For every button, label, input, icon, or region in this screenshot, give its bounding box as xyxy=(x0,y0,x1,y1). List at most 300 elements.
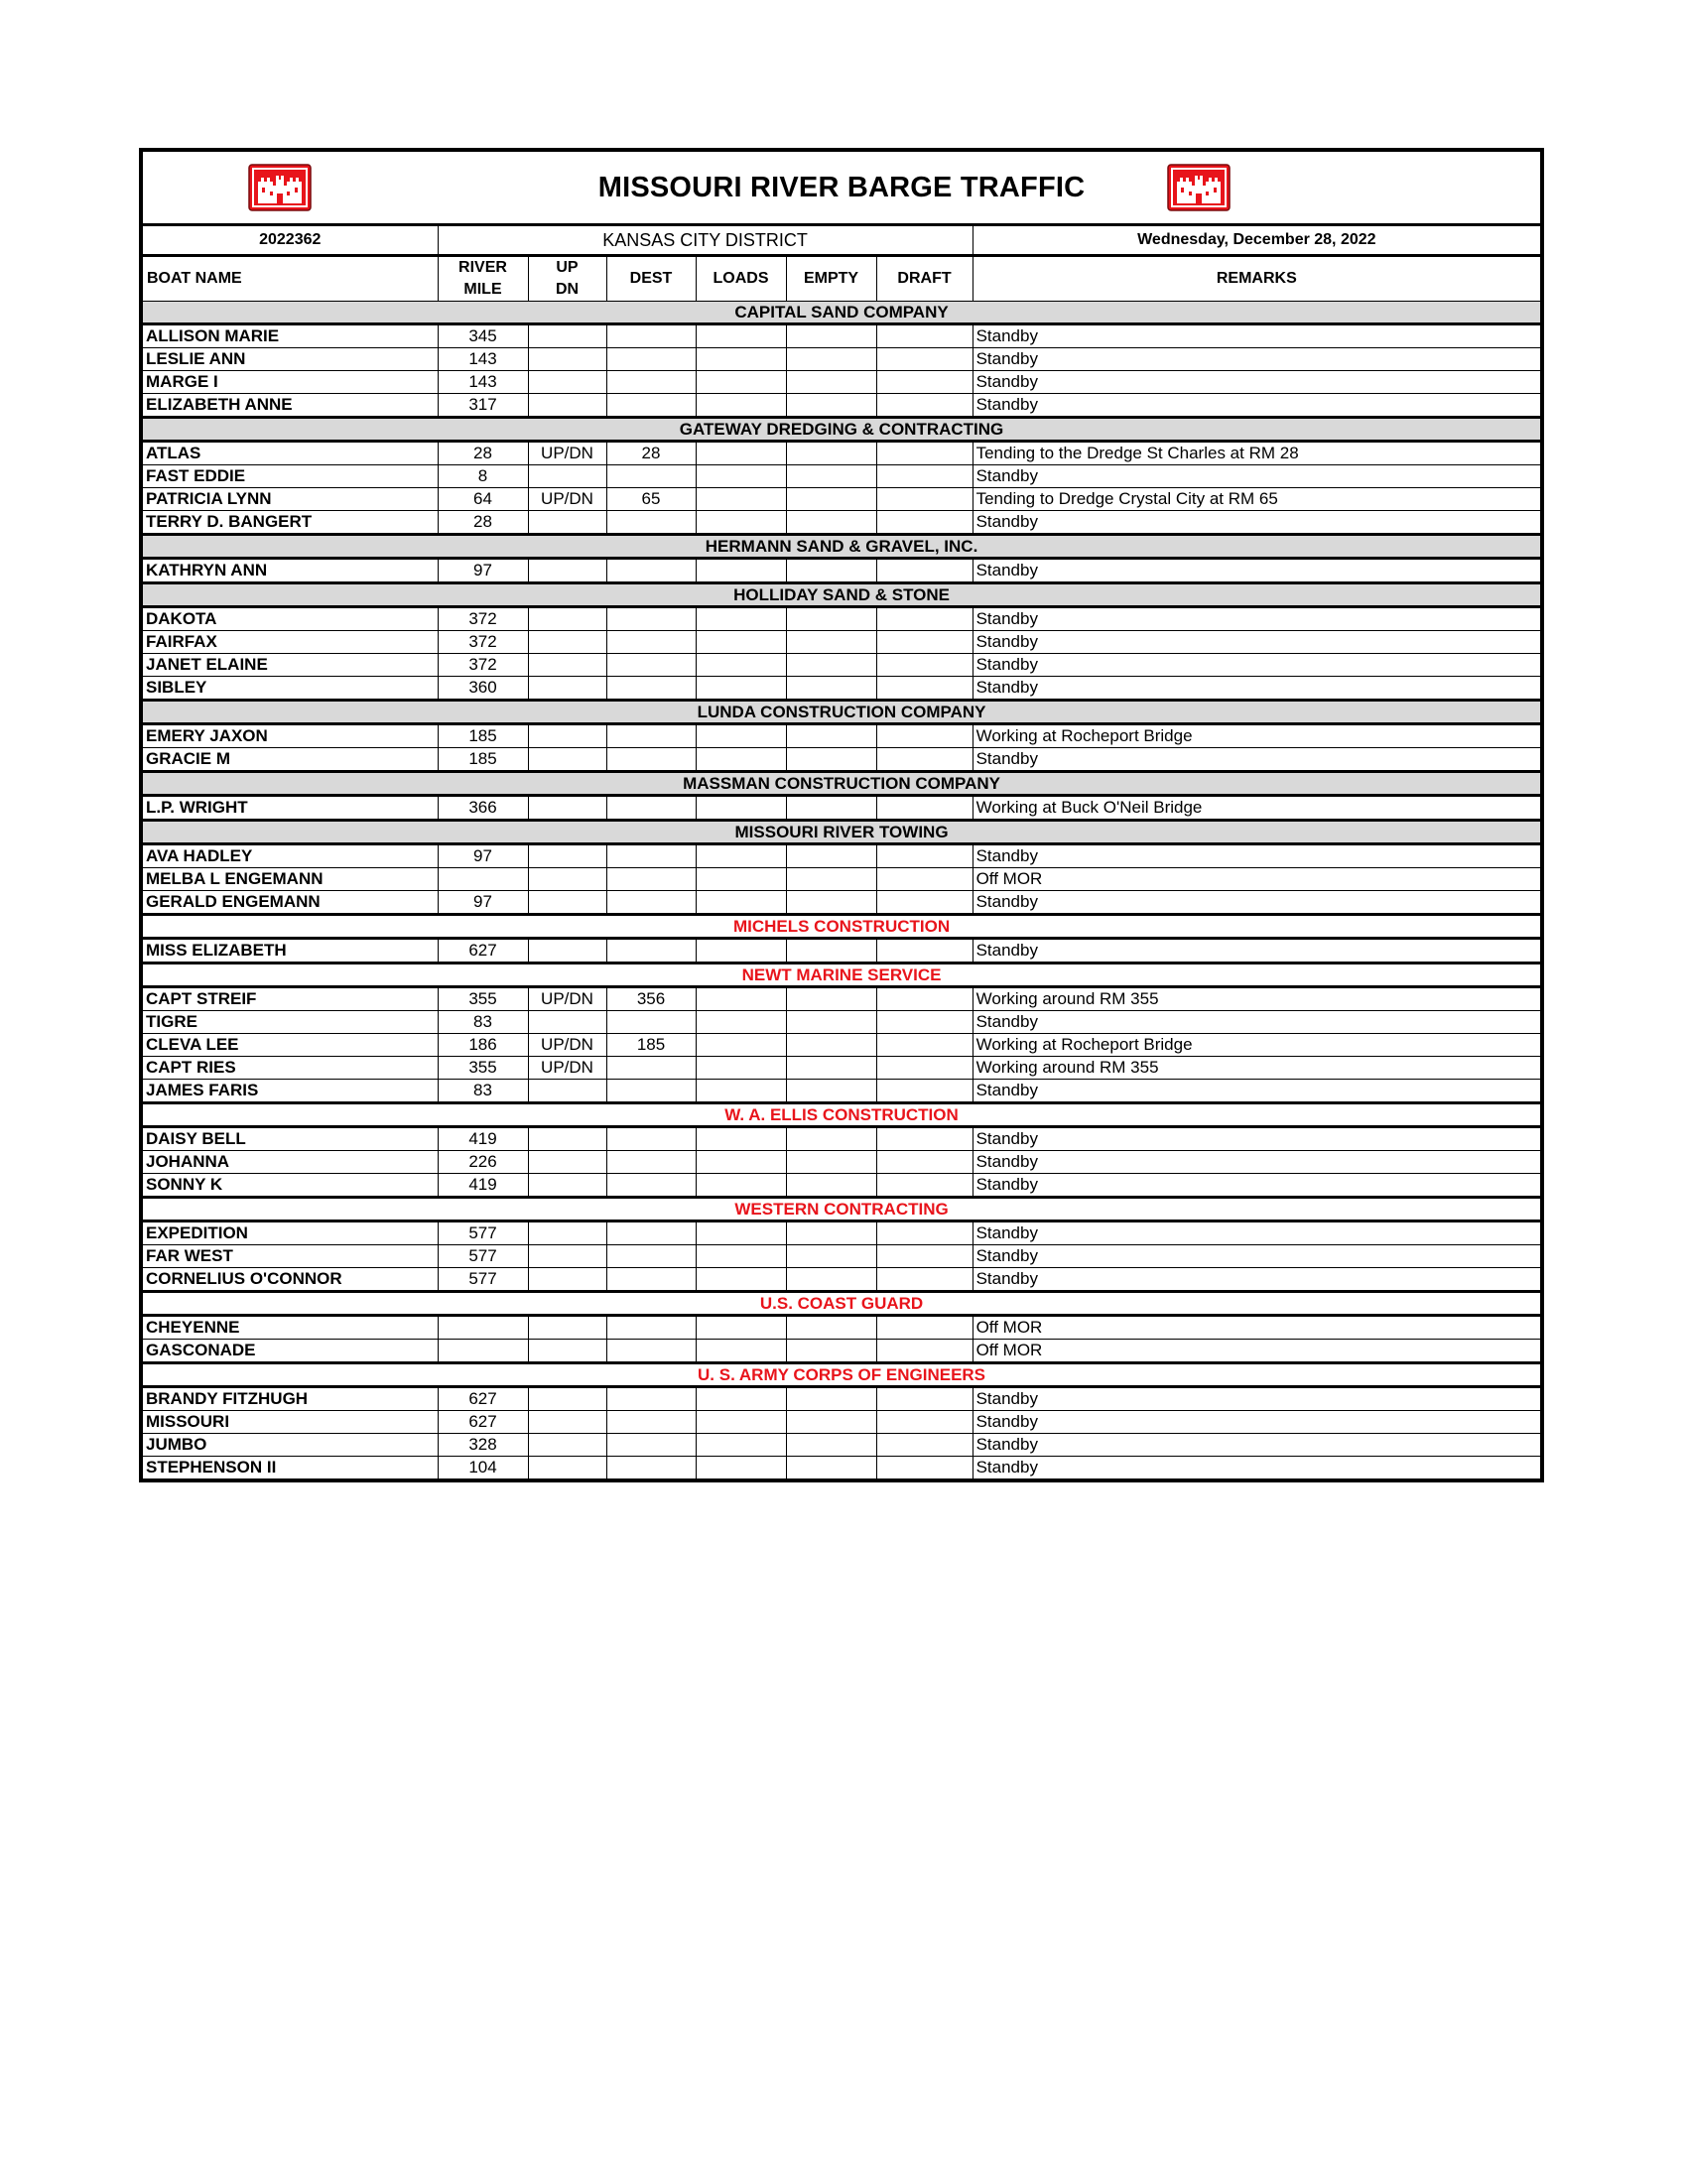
empty-cell xyxy=(786,465,876,488)
river-mile-cell: 226 xyxy=(438,1151,528,1174)
boat-name-cell: MARGE I xyxy=(143,371,438,394)
draft-cell xyxy=(876,1457,973,1479)
boat-row xyxy=(143,1127,1540,1151)
info-row xyxy=(143,226,1540,256)
draft-cell xyxy=(876,677,973,701)
loads-cell xyxy=(696,631,786,654)
remarks-cell: Standby xyxy=(973,511,1540,535)
up-dn-cell xyxy=(528,394,606,418)
draft-cell xyxy=(876,1151,973,1174)
river-mile-cell xyxy=(438,1316,528,1340)
remarks-cell: Standby xyxy=(973,748,1540,772)
loads-cell xyxy=(696,324,786,348)
up-dn-cell: UP/DN xyxy=(528,987,606,1011)
empty-cell xyxy=(786,607,876,631)
company-row xyxy=(143,821,1540,844)
boat-name-cell: MISSOURI xyxy=(143,1411,438,1434)
company-row xyxy=(143,1292,1540,1316)
river-mile-cell: 577 xyxy=(438,1268,528,1292)
column-header-row xyxy=(143,256,1540,302)
draft-cell xyxy=(876,559,973,583)
boat-name-cell: KATHRYN ANN xyxy=(143,559,438,583)
boat-row xyxy=(143,1034,1540,1057)
river-mile-cell: 97 xyxy=(438,559,528,583)
empty-cell xyxy=(786,348,876,371)
loads-cell xyxy=(696,1245,786,1268)
up-dn-cell xyxy=(528,348,606,371)
river-mile-cell: 345 xyxy=(438,324,528,348)
river-mile-cell: 83 xyxy=(438,1011,528,1034)
up-dn-cell xyxy=(528,796,606,821)
loads-cell xyxy=(696,677,786,701)
draft-cell xyxy=(876,442,973,465)
boat-name-cell: BRANDY FITZHUGH xyxy=(143,1387,438,1411)
draft-cell xyxy=(876,724,973,748)
boat-row xyxy=(143,488,1540,511)
empty-cell xyxy=(786,939,876,964)
draft-cell xyxy=(876,1057,973,1080)
boat-row xyxy=(143,796,1540,821)
dest-cell xyxy=(606,1057,696,1080)
remarks-cell: Standby xyxy=(973,559,1540,583)
empty-cell xyxy=(786,442,876,465)
company-name: LUNDA CONSTRUCTION COMPANY xyxy=(143,701,1540,724)
remarks-cell: Standby xyxy=(973,1080,1540,1103)
loads-cell xyxy=(696,987,786,1011)
boat-row xyxy=(143,677,1540,701)
draft-cell xyxy=(876,654,973,677)
boat-row xyxy=(143,394,1540,418)
up-dn-cell xyxy=(528,1434,606,1457)
boat-name-cell: GERALD ENGEMANN xyxy=(143,891,438,915)
col-up-dn-line1: UP xyxy=(556,259,579,276)
dest-cell xyxy=(606,939,696,964)
boat-name-cell: GRACIE M xyxy=(143,748,438,772)
boat-name-cell: CORNELIUS O'CONNOR xyxy=(143,1268,438,1292)
boat-name-cell: FAIRFAX xyxy=(143,631,438,654)
river-mile-cell: 185 xyxy=(438,724,528,748)
boat-row xyxy=(143,748,1540,772)
dest-cell xyxy=(606,1127,696,1151)
empty-cell xyxy=(786,1268,876,1292)
remarks-cell: Standby xyxy=(973,677,1540,701)
river-mile-cell: 186 xyxy=(438,1034,528,1057)
empty-cell xyxy=(786,1174,876,1198)
river-mile-cell: 185 xyxy=(438,748,528,772)
empty-cell xyxy=(786,488,876,511)
boat-name-cell: JUMBO xyxy=(143,1434,438,1457)
boat-row xyxy=(143,724,1540,748)
company-name: GATEWAY DREDGING & CONTRACTING xyxy=(143,418,1540,442)
company-row xyxy=(143,915,1540,939)
boat-row xyxy=(143,607,1540,631)
loads-cell xyxy=(696,1221,786,1245)
col-draft: DRAFT xyxy=(876,256,973,302)
boat-name-cell: STEPHENSON II xyxy=(143,1457,438,1479)
draft-cell xyxy=(876,891,973,915)
loads-cell xyxy=(696,488,786,511)
river-mile-cell: 97 xyxy=(438,844,528,868)
remarks-cell: Standby xyxy=(973,607,1540,631)
boat-row xyxy=(143,1268,1540,1292)
draft-cell xyxy=(876,1316,973,1340)
boat-name-cell: MISS ELIZABETH xyxy=(143,939,438,964)
dest-cell xyxy=(606,1221,696,1245)
boat-row xyxy=(143,631,1540,654)
up-dn-cell xyxy=(528,1174,606,1198)
river-mile-cell: 372 xyxy=(438,607,528,631)
boat-name-cell: AVA HADLEY xyxy=(143,844,438,868)
page-title: MISSOURI RIVER BARGE TRAFFIC xyxy=(597,172,1086,203)
empty-cell xyxy=(786,1151,876,1174)
boat-row xyxy=(143,844,1540,868)
draft-cell xyxy=(876,1011,973,1034)
boat-name-cell: TERRY D. BANGERT xyxy=(143,511,438,535)
remarks-cell: Standby xyxy=(973,891,1540,915)
empty-cell xyxy=(786,654,876,677)
draft-cell xyxy=(876,1411,973,1434)
loads-cell xyxy=(696,891,786,915)
river-mile-cell: 360 xyxy=(438,677,528,701)
empty-cell xyxy=(786,724,876,748)
boat-name-cell: PATRICIA LYNN xyxy=(143,488,438,511)
draft-cell xyxy=(876,868,973,891)
draft-cell xyxy=(876,631,973,654)
boat-row xyxy=(143,1434,1540,1457)
remarks-cell: Off MOR xyxy=(973,1340,1540,1363)
empty-cell xyxy=(786,748,876,772)
remarks-cell: Standby xyxy=(973,1268,1540,1292)
company-row xyxy=(143,535,1540,559)
loads-cell xyxy=(696,1434,786,1457)
remarks-cell: Standby xyxy=(973,1127,1540,1151)
loads-cell xyxy=(696,1387,786,1411)
dest-cell xyxy=(606,1411,696,1434)
loads-cell xyxy=(696,1011,786,1034)
empty-cell xyxy=(786,891,876,915)
up-dn-cell: UP/DN xyxy=(528,1034,606,1057)
col-empty: EMPTY xyxy=(786,256,876,302)
up-dn-cell xyxy=(528,939,606,964)
col-up-dn xyxy=(528,256,606,302)
up-dn-cell xyxy=(528,1457,606,1479)
river-mile-cell: 355 xyxy=(438,1057,528,1080)
boat-row xyxy=(143,1411,1540,1434)
loads-cell xyxy=(696,796,786,821)
dest-cell: 185 xyxy=(606,1034,696,1057)
remarks-cell: Standby xyxy=(973,1151,1540,1174)
draft-cell xyxy=(876,348,973,371)
barge-traffic-sheet xyxy=(139,148,1544,1482)
remarks-cell: Standby xyxy=(973,1411,1540,1434)
remarks-cell: Off MOR xyxy=(973,1316,1540,1340)
loads-cell xyxy=(696,1034,786,1057)
empty-cell xyxy=(786,1340,876,1363)
empty-cell xyxy=(786,324,876,348)
river-mile-cell: 97 xyxy=(438,891,528,915)
dest-cell xyxy=(606,844,696,868)
loads-cell xyxy=(696,1268,786,1292)
river-mile-cell: 372 xyxy=(438,654,528,677)
company-name: W. A. ELLIS CONSTRUCTION xyxy=(143,1103,1540,1127)
empty-cell xyxy=(786,1221,876,1245)
up-dn-cell xyxy=(528,631,606,654)
company-name: HOLLIDAY SAND & STONE xyxy=(143,583,1540,607)
remarks-cell: Standby xyxy=(973,1245,1540,1268)
dest-cell xyxy=(606,1387,696,1411)
dest-cell xyxy=(606,394,696,418)
boat-row xyxy=(143,1245,1540,1268)
loads-cell xyxy=(696,442,786,465)
empty-cell xyxy=(786,1434,876,1457)
col-up-dn-line2: DN xyxy=(555,281,580,298)
boat-name-cell: ATLAS xyxy=(143,442,438,465)
boat-row xyxy=(143,1174,1540,1198)
company-row xyxy=(143,701,1540,724)
up-dn-cell xyxy=(528,1080,606,1103)
dest-cell xyxy=(606,748,696,772)
company-row xyxy=(143,583,1540,607)
loads-cell xyxy=(696,1457,786,1479)
river-mile-cell: 419 xyxy=(438,1127,528,1151)
river-mile-cell xyxy=(438,1340,528,1363)
boat-row xyxy=(143,1340,1540,1363)
river-mile-cell: 143 xyxy=(438,348,528,371)
boat-row xyxy=(143,1080,1540,1103)
empty-cell xyxy=(786,1316,876,1340)
company-name: U. S. ARMY CORPS OF ENGINEERS xyxy=(143,1363,1540,1387)
up-dn-cell xyxy=(528,868,606,891)
remarks-cell: Tending to the Dredge St Charles at RM 28 xyxy=(973,442,1540,465)
empty-cell xyxy=(786,868,876,891)
dest-cell xyxy=(606,511,696,535)
draft-cell xyxy=(876,465,973,488)
remarks-cell: Standby xyxy=(973,324,1540,348)
draft-cell xyxy=(876,796,973,821)
river-mile-cell: 419 xyxy=(438,1174,528,1198)
draft-cell xyxy=(876,511,973,535)
boat-row xyxy=(143,348,1540,371)
boat-row xyxy=(143,1011,1540,1034)
dest-cell xyxy=(606,1340,696,1363)
company-row xyxy=(143,1198,1540,1221)
boat-name-cell: FAR WEST xyxy=(143,1245,438,1268)
remarks-cell: Standby xyxy=(973,371,1540,394)
boat-name-cell: JANET ELAINE xyxy=(143,654,438,677)
up-dn-cell xyxy=(528,724,606,748)
dest-cell xyxy=(606,1245,696,1268)
boat-row xyxy=(143,1457,1540,1479)
dest-cell xyxy=(606,891,696,915)
remarks-cell: Standby xyxy=(973,654,1540,677)
dest-cell xyxy=(606,1316,696,1340)
boat-name-cell: CAPT STREIF xyxy=(143,987,438,1011)
boat-row xyxy=(143,1387,1540,1411)
river-mile-cell: 28 xyxy=(438,442,528,465)
remarks-cell: Working at Buck O'Neil Bridge xyxy=(973,796,1540,821)
loads-cell xyxy=(696,1316,786,1340)
remarks-cell: Standby xyxy=(973,465,1540,488)
draft-cell xyxy=(876,1340,973,1363)
draft-cell xyxy=(876,987,973,1011)
up-dn-cell xyxy=(528,677,606,701)
draft-cell xyxy=(876,394,973,418)
loads-cell xyxy=(696,1080,786,1103)
dest-cell xyxy=(606,1434,696,1457)
river-mile-cell: 366 xyxy=(438,796,528,821)
dest-cell xyxy=(606,324,696,348)
dest-cell xyxy=(606,607,696,631)
dest-cell xyxy=(606,1080,696,1103)
boat-name-cell: CHEYENNE xyxy=(143,1316,438,1340)
loads-cell xyxy=(696,348,786,371)
river-mile-cell: 143 xyxy=(438,371,528,394)
empty-cell xyxy=(786,1411,876,1434)
draft-cell xyxy=(876,1080,973,1103)
loads-cell xyxy=(696,1151,786,1174)
draft-cell xyxy=(876,1221,973,1245)
remarks-cell: Working at Rocheport Bridge xyxy=(973,1034,1540,1057)
col-loads: LOADS xyxy=(696,256,786,302)
boat-name-cell: DAKOTA xyxy=(143,607,438,631)
empty-cell xyxy=(786,559,876,583)
boat-name-cell: ELIZABETH ANNE xyxy=(143,394,438,418)
boat-name-cell: JAMES FARIS xyxy=(143,1080,438,1103)
river-mile-cell: 28 xyxy=(438,511,528,535)
remarks-cell: Standby xyxy=(973,844,1540,868)
up-dn-cell xyxy=(528,511,606,535)
river-mile-cell: 577 xyxy=(438,1245,528,1268)
river-mile-cell: 64 xyxy=(438,488,528,511)
dest-cell xyxy=(606,1174,696,1198)
loads-cell xyxy=(696,1411,786,1434)
company-name: MASSMAN CONSTRUCTION COMPANY xyxy=(143,772,1540,796)
boat-row xyxy=(143,1151,1540,1174)
company-row xyxy=(143,1363,1540,1387)
empty-cell xyxy=(786,987,876,1011)
river-mile-cell: 317 xyxy=(438,394,528,418)
up-dn-cell xyxy=(528,1151,606,1174)
empty-cell xyxy=(786,1457,876,1479)
company-name: U.S. COAST GUARD xyxy=(143,1292,1540,1316)
boat-row xyxy=(143,442,1540,465)
boat-row xyxy=(143,371,1540,394)
up-dn-cell xyxy=(528,1011,606,1034)
loads-cell xyxy=(696,1057,786,1080)
dest-cell xyxy=(606,1151,696,1174)
river-mile-cell: 328 xyxy=(438,1434,528,1457)
col-dest: DEST xyxy=(606,256,696,302)
loads-cell xyxy=(696,511,786,535)
draft-cell xyxy=(876,607,973,631)
dest-cell xyxy=(606,1011,696,1034)
draft-cell xyxy=(876,844,973,868)
dest-cell xyxy=(606,559,696,583)
draft-cell xyxy=(876,1268,973,1292)
river-mile-cell: 627 xyxy=(438,939,528,964)
up-dn-cell xyxy=(528,371,606,394)
remarks-cell: Working around RM 355 xyxy=(973,987,1540,1011)
up-dn-cell xyxy=(528,465,606,488)
river-mile-cell: 8 xyxy=(438,465,528,488)
company-row xyxy=(143,418,1540,442)
boat-name-cell: JOHANNA xyxy=(143,1151,438,1174)
empty-cell xyxy=(786,1011,876,1034)
empty-cell xyxy=(786,1034,876,1057)
river-mile-cell: 104 xyxy=(438,1457,528,1479)
boat-row xyxy=(143,465,1540,488)
boat-name-cell: MELBA L ENGEMANN xyxy=(143,868,438,891)
up-dn-cell xyxy=(528,844,606,868)
empty-cell xyxy=(786,844,876,868)
boat-row xyxy=(143,1057,1540,1080)
boat-name-cell: FAST EDDIE xyxy=(143,465,438,488)
company-row xyxy=(143,772,1540,796)
boat-name-cell: ALLISON MARIE xyxy=(143,324,438,348)
draft-cell xyxy=(876,748,973,772)
loads-cell xyxy=(696,748,786,772)
dest-cell: 65 xyxy=(606,488,696,511)
up-dn-cell: UP/DN xyxy=(528,488,606,511)
up-dn-cell xyxy=(528,1316,606,1340)
company-row xyxy=(143,964,1540,987)
draft-cell xyxy=(876,1245,973,1268)
empty-cell xyxy=(786,371,876,394)
empty-cell xyxy=(786,511,876,535)
river-mile-cell: 372 xyxy=(438,631,528,654)
dest-cell xyxy=(606,1457,696,1479)
remarks-cell: Standby xyxy=(973,394,1540,418)
boat-name-cell: DAISY BELL xyxy=(143,1127,438,1151)
dest-cell xyxy=(606,654,696,677)
draft-cell xyxy=(876,939,973,964)
river-mile-cell: 83 xyxy=(438,1080,528,1103)
report-date: Wednesday, December 28, 2022 xyxy=(973,226,1540,256)
empty-cell xyxy=(786,677,876,701)
empty-cell xyxy=(786,796,876,821)
boat-name-cell: CAPT RIES xyxy=(143,1057,438,1080)
up-dn-cell xyxy=(528,654,606,677)
remarks-cell: Standby xyxy=(973,1011,1540,1034)
loads-cell xyxy=(696,1174,786,1198)
loads-cell xyxy=(696,724,786,748)
boat-row xyxy=(143,939,1540,964)
loads-cell xyxy=(696,844,786,868)
remarks-cell: Working at Rocheport Bridge xyxy=(973,724,1540,748)
boat-name-cell: LESLIE ANN xyxy=(143,348,438,371)
river-mile-cell: 627 xyxy=(438,1411,528,1434)
up-dn-cell: UP/DN xyxy=(528,1057,606,1080)
up-dn-cell xyxy=(528,891,606,915)
boat-row xyxy=(143,891,1540,915)
loads-cell xyxy=(696,868,786,891)
remarks-cell: Working around RM 355 xyxy=(973,1057,1540,1080)
up-dn-cell xyxy=(528,607,606,631)
up-dn-cell xyxy=(528,1245,606,1268)
company-name: HERMANN SAND & GRAVEL, INC. xyxy=(143,535,1540,559)
empty-cell xyxy=(786,394,876,418)
loads-cell xyxy=(696,1127,786,1151)
boat-name-cell: EMERY JAXON xyxy=(143,724,438,748)
remarks-cell: Standby xyxy=(973,1387,1540,1411)
boat-row xyxy=(143,1221,1540,1245)
loads-cell xyxy=(696,939,786,964)
dest-cell: 28 xyxy=(606,442,696,465)
company-name: NEWT MARINE SERVICE xyxy=(143,964,1540,987)
dest-cell xyxy=(606,868,696,891)
remarks-cell: Standby xyxy=(973,939,1540,964)
dest-cell xyxy=(606,631,696,654)
